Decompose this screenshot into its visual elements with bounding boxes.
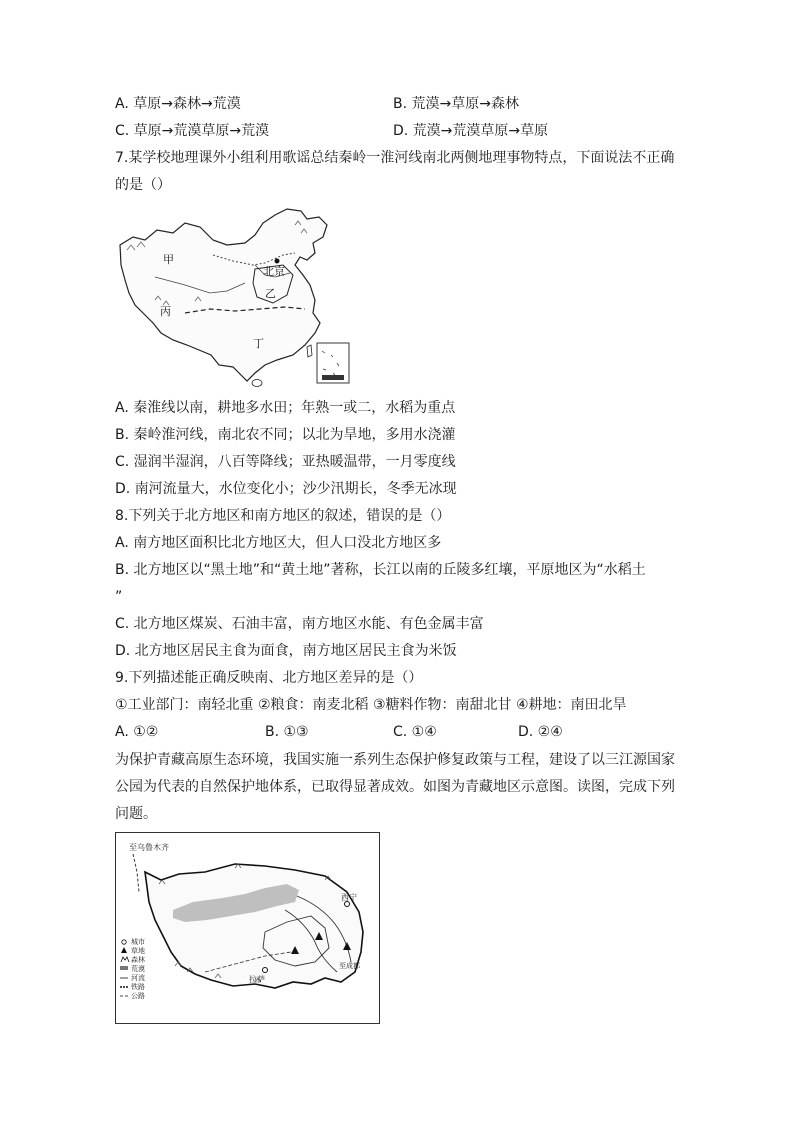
label-bing: 丙	[160, 305, 171, 318]
q8-stem: 8.下列关于北方地区和南方地区的叙述，错误的是（）	[115, 508, 451, 524]
taiwan-island	[307, 345, 312, 357]
q7-option-d[interactable]: D. 南河流量大，水位变化小；沙少汛期长，冬季无冰现	[115, 481, 457, 497]
q7-option-a[interactable]: A. 秦淮线以南，耕地多水田；年熟一或二，水稻为重点	[115, 400, 456, 416]
q6-option-c[interactable]: C. 草原→荒漠草原→荒漠	[115, 123, 270, 139]
hainan-island	[252, 380, 262, 387]
q8-option-b-cont: ”	[115, 589, 123, 605]
label-xining: 西宁	[341, 893, 357, 902]
legend-highway: 公路	[131, 992, 145, 1000]
q8-option-c[interactable]: C. 北方地区煤炭、石油丰富，南方地区水能、有色金属丰富	[115, 616, 484, 632]
china-outline	[120, 209, 327, 381]
q9-option-a[interactable]: A. ①②	[115, 724, 159, 740]
q7-option-b[interactable]: B. 秦岭淮河线，南北农不同；以北为旱地，多用水浇灌	[115, 427, 456, 443]
legend-grassland: 草地	[131, 947, 145, 955]
passage-line2: 公园为代表的自然保护地体系，已取得显著成效。如图为青藏地区示意图。读图，完成下列	[115, 779, 675, 795]
label-ding: 丁	[253, 337, 264, 350]
q8-option-d[interactable]: D. 北方地区居民主食为面食，南方地区居民主食为米饭	[115, 643, 457, 659]
label-yi: 乙	[265, 287, 276, 300]
q6-option-b[interactable]: B. 荒漠→草原→森林	[393, 96, 519, 112]
q7-option-c[interactable]: C. 湿润半湿润，八百等降线；亚热暖温带，一月零度线	[115, 454, 456, 470]
q8-option-a[interactable]: A. 南方地区面积比北方地区大，但人口没北方地区多	[115, 535, 442, 551]
q6-option-d[interactable]: D. 荒漠→荒漠草原→草原	[393, 123, 549, 139]
q9-option-d[interactable]: D. ②④	[518, 724, 563, 740]
label-lhasa: 拉萨	[249, 975, 265, 984]
q9-option-b[interactable]: B. ①③	[265, 724, 309, 740]
q9-stem: 9.下列描述能正确反映南、北方地区差异的是（）	[115, 670, 423, 686]
q9-option-c[interactable]: C. ①④	[393, 724, 437, 740]
legend-railway: 铁路	[131, 983, 145, 991]
legend-river: 河流	[131, 974, 145, 982]
legend-city: 城市	[131, 938, 145, 946]
q9-statements: ①工业部门：南轻北重 ②粮食：南麦北稻 ③糖料作物：南甜北甘 ④耕地：南田北旱	[115, 697, 627, 713]
tibet-map-figure	[115, 832, 380, 1024]
label-to-urumqi: 至乌鲁木齐	[129, 843, 169, 852]
label-to-chengdu: 至成都	[339, 962, 360, 970]
label-jia: 甲	[163, 253, 174, 266]
q7-stem-line1: 7.某学校地理课外小组利用歌谣总结秦岭一淮河线南北两侧地理事物特点，下面说法不正确	[115, 150, 675, 166]
legend-desert: 荒漠	[131, 965, 145, 973]
label-beijing: 北京	[263, 265, 285, 278]
legend-forest: 森林	[131, 956, 145, 964]
q6-option-a[interactable]: A. 草原→森林→荒漠	[115, 96, 241, 112]
q8-option-b[interactable]: B. 北方地区以“黑土地”和“黄土地”著称，长江以南的丘陵多红壤，平原地区为“水稻土	[115, 562, 646, 578]
passage-line1: 为保护青藏高原生态环境，我国实施一系列生态保护修复政策与工程，建设了以三江源国家	[115, 752, 675, 768]
china-map-figure	[115, 205, 360, 390]
q7-stem-line2: 的是（）	[115, 177, 171, 193]
passage-line3: 问题。	[115, 806, 157, 822]
beijing-marker	[275, 259, 280, 264]
